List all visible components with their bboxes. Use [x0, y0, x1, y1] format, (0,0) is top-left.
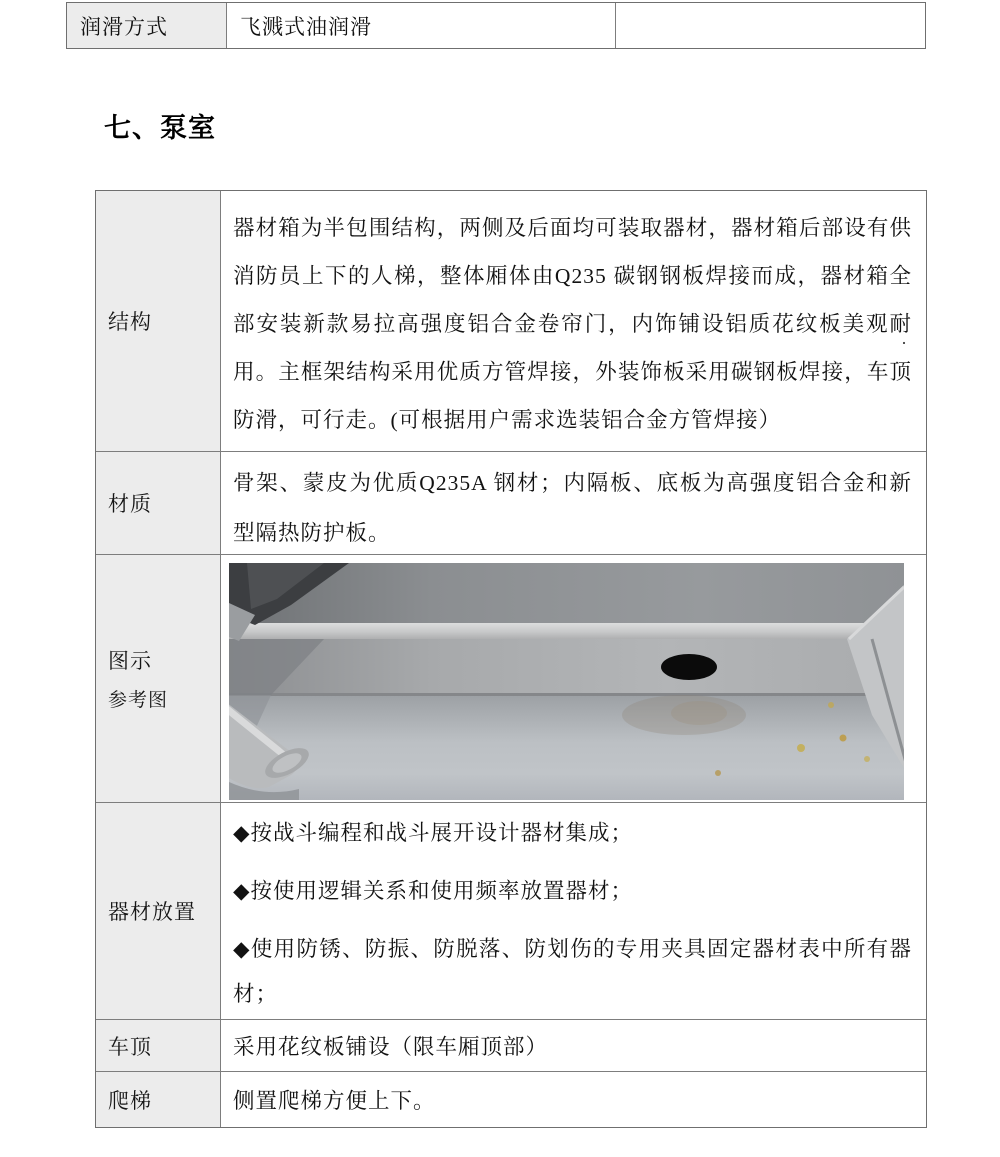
illustration-label-line2: 参考图: [108, 690, 169, 711]
material-label-cell: 材质: [96, 452, 221, 554]
photo-floor-stain-core: [671, 701, 727, 725]
table-row-structure: [96, 191, 926, 452]
structure-content-cell: [221, 191, 926, 451]
placement-content-cell: [221, 803, 926, 1019]
ladder-content-cell: 侧置爬梯方便上下。: [233, 1089, 436, 1113]
table-row-placement: [96, 803, 926, 1020]
lubrication-value-cell: 飞溅式油润滑: [227, 3, 616, 48]
material-content-cell: [221, 452, 926, 554]
placement-bullet-3: ◆使用防锈、防振、防脱落、防划伤的专用夹具固定器材表中所有器材；: [233, 937, 912, 1006]
photo-debris-speck: [828, 702, 834, 708]
placement-label-cell: 器材放置: [96, 803, 221, 1019]
roof-content-cell: 采用花纹板铺设（限车厢顶部）: [233, 1035, 549, 1059]
lubrication-label-cell: 润滑方式: [67, 3, 227, 48]
illustration-photo: [229, 563, 904, 800]
photo-debris-speck: [864, 756, 870, 762]
table-row-material: [96, 452, 926, 555]
roof-label-cell: 车顶: [96, 1020, 221, 1071]
table-row-roof: [96, 1020, 926, 1072]
photo-debris-speck: [797, 744, 805, 752]
photo-debris-speck: [840, 735, 847, 742]
photo-detail-overlay: [229, 563, 904, 800]
placement-bullet-2: ◆按使用逻辑关系和使用频率放置器材；: [233, 879, 634, 903]
placement-bullet-1: ◆按战斗编程和战斗展开设计器材集成；: [233, 821, 634, 845]
stray-dot-mark: ·: [901, 333, 908, 353]
table-row-illustration: [96, 555, 926, 803]
photo-debris-speck: [715, 770, 721, 776]
lubrication-table: [66, 2, 926, 49]
structure-label-cell: 结构: [96, 191, 221, 451]
photo-sill-left-shadow: [229, 639, 324, 695]
section-heading: 七、泵室: [104, 113, 216, 143]
material-text: 骨架、蒙皮为优质Q235A 钢材；内隔板、底板为高强度铝合金和新型隔热防护板。: [233, 471, 912, 545]
table-row-ladder: [96, 1072, 926, 1127]
illustration-label-line1: 图示: [108, 649, 152, 673]
illustration-content-cell: [221, 555, 926, 802]
pump-room-table: [95, 190, 927, 1128]
structure-text: 器材箱为半包围结构，两侧及后面均可装取器材，器材箱后部设有供消防员上下的人梯，整体厢体由Q235 碳钢钢板焊接而成，器材箱全部安装新款易拉高强度铝合金卷帘门，内饰铺设铝质花纹板美观耐用。主框架结构采用优质方管焊接，外装饰板采用碳钢板焊接，车顶防滑，可行走。(可根据用户需求选装铝合金方管焊接）: [233, 216, 912, 432]
photo-oval-hole: [661, 654, 717, 680]
lubrication-empty-cell: [616, 3, 925, 48]
ladder-label-cell: 爬梯: [96, 1072, 221, 1127]
illustration-label-cell: [96, 555, 221, 802]
